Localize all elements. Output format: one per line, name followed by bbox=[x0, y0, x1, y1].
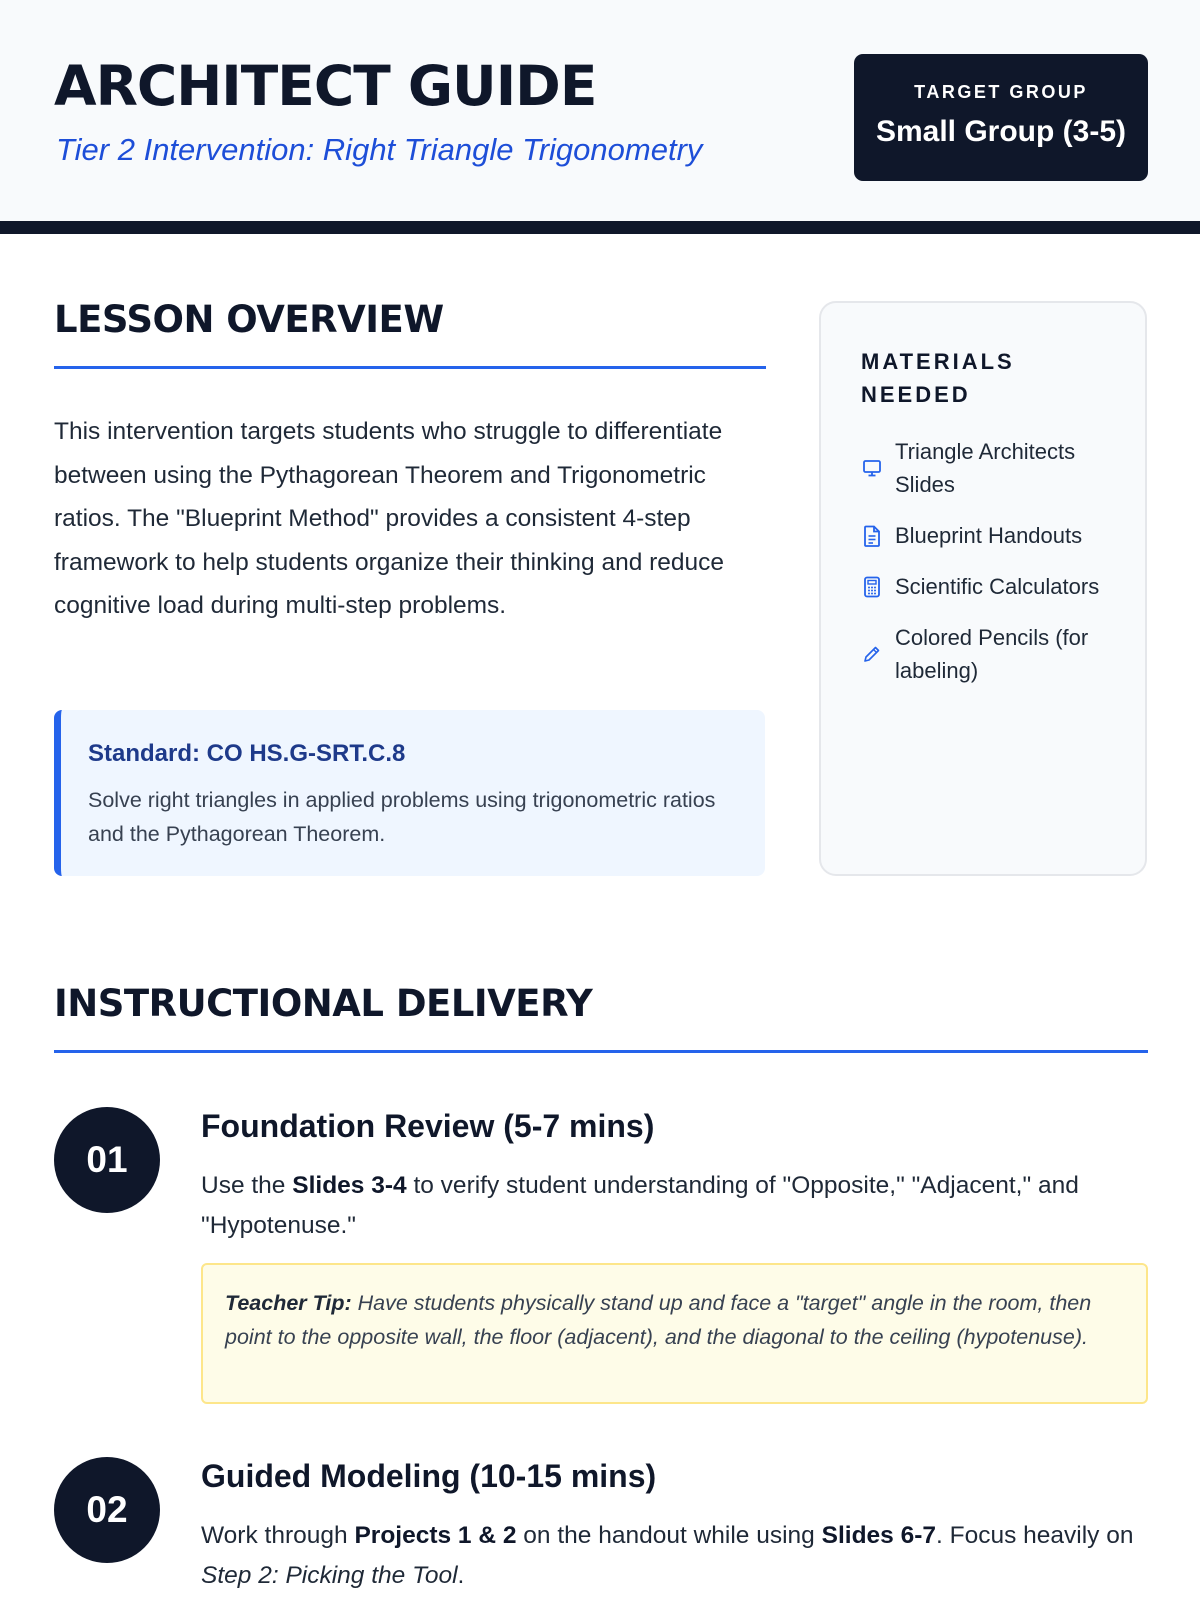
instructional-delivery-heading: INSTRUCTIONAL DELIVERY bbox=[54, 982, 593, 1025]
teacher-tip-label: Teacher Tip: bbox=[225, 1291, 352, 1315]
teacher-tip-text: Have students physically stand up and face a "target" angle in the room, then point to the opposite wall, the floor (adjacent), and the diagonal to the ceiling (hypotenuse). bbox=[225, 1291, 1092, 1349]
lesson-overview-heading: LESSON OVERVIEW bbox=[54, 298, 444, 341]
page-header bbox=[0, 0, 1200, 234]
list-item bbox=[861, 621, 1131, 687]
page-subtitle: Tier 2 Intervention: Right Triangle Trigonometry bbox=[56, 132, 703, 167]
material-label: Colored Pencils (for labeling) bbox=[895, 625, 1089, 683]
pencil-icon bbox=[861, 643, 883, 665]
monitor-icon bbox=[861, 457, 883, 479]
teacher-tip bbox=[201, 1263, 1148, 1404]
target-group-label: TARGET GROUP bbox=[914, 82, 1088, 102]
step-description: Work through Projects 1 & 2 on the handout while using Slides 6-7. Focus heavily on Step 2: Picking the Tool. bbox=[201, 1522, 1134, 1589]
document-icon bbox=[861, 525, 883, 547]
step-description: Use the Slides 3-4 to verify student understanding of "Opposite," "Adjacent," and "Hypotenuse." bbox=[201, 1172, 1079, 1239]
list-item bbox=[861, 570, 1131, 603]
target-group-badge bbox=[854, 54, 1148, 181]
lesson-overview-rule bbox=[54, 366, 766, 369]
material-label: Blueprint Handouts bbox=[895, 523, 1083, 548]
instructional-delivery-rule bbox=[54, 1050, 1148, 1053]
step-title: Foundation Review (5-7 mins) bbox=[201, 1108, 655, 1144]
step-number-badge: 02 bbox=[54, 1457, 160, 1563]
materials-panel bbox=[819, 301, 1147, 876]
overview-text: This intervention targets students who struggle to differentiate between using the Pythagorean Theorem and Trigonometric ratios. The "Blueprint Method" provides a consistent 4-step framework to help students organize their thinking and reduce cognitive load during multi-step problems. bbox=[54, 418, 725, 619]
standard-callout bbox=[54, 710, 765, 876]
material-label: Scientific Calculators bbox=[895, 574, 1100, 599]
calculator-icon bbox=[861, 576, 883, 598]
materials-heading: MATERIALS NEEDED bbox=[861, 349, 1015, 407]
step-number-badge: 01 bbox=[54, 1107, 160, 1213]
step-title: Guided Modeling (10-15 mins) bbox=[201, 1458, 657, 1494]
target-group-value: Small Group (3-5) bbox=[875, 115, 1127, 148]
materials-list bbox=[861, 435, 1131, 705]
list-item bbox=[861, 435, 1131, 501]
page-title: ARCHITECT GUIDE bbox=[54, 54, 597, 118]
standard-description: Solve right triangles in applied problems using trigonometric ratios and the Pythagorean Theorem. bbox=[88, 788, 716, 846]
material-label: Triangle Architects Slides bbox=[895, 439, 1076, 497]
standard-title: Standard: CO HS.G-SRT.C.8 bbox=[88, 740, 406, 767]
list-item bbox=[861, 519, 1131, 552]
